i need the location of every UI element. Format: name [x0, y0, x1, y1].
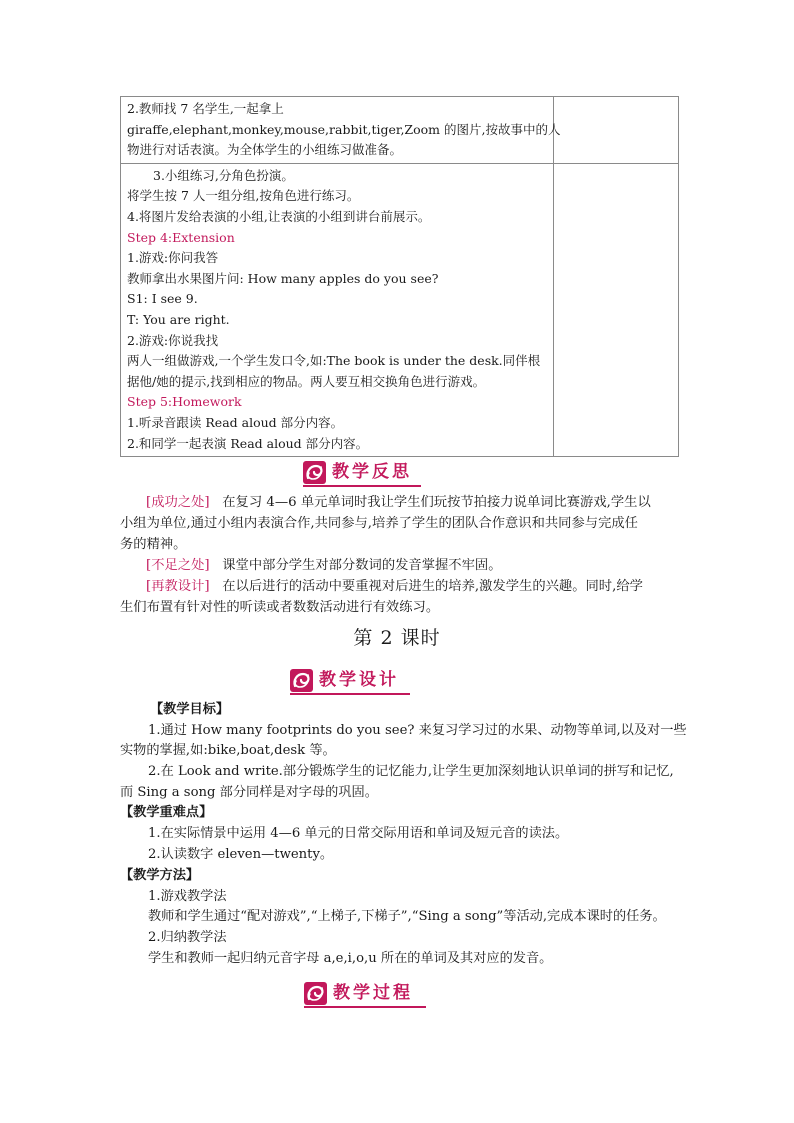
- method-line: 1.游戏教学法: [148, 889, 227, 904]
- deficiency-tag: [不足之处]: [146, 558, 210, 573]
- table-row: [121, 97, 679, 164]
- swirl-logo-icon: [303, 461, 326, 484]
- paragraph-text: 在复习 4—6 单元单词时我让学生们玩按节拍接力说单词比赛游戏,学生以: [222, 495, 651, 510]
- design-banner: [290, 669, 410, 693]
- method-line: 教师和学生通过“配对游戏”,“上梯子,下梯子”,“Sing a song”等活动,完成本课时的任务。: [148, 909, 666, 924]
- table-line: 4.将图片发给表演的小组,让表演的小组到讲台前展示。: [127, 208, 431, 224]
- process-banner: [304, 982, 426, 1006]
- deficiency-paragraph: [120, 555, 680, 576]
- paragraph-text: 小组为单位,通过小组内表演合作,共同参与,培养了学生的团队合作意识和共同参与完成任: [120, 516, 638, 531]
- banner-underline: [303, 485, 421, 487]
- redesign-tag: [再教设计]: [146, 579, 210, 594]
- lesson-plan-table: [120, 96, 679, 457]
- table-line: 物进行对话表演。为全体学生的小组练习做准备。: [127, 142, 403, 158]
- success-tag: [成功之处]: [146, 495, 210, 510]
- table-line: 将学生按 7 人一组分组,按角色进行练习。: [127, 188, 360, 204]
- table-line: 3.小组练习,分角色扮演。: [153, 167, 294, 183]
- table-line: 2.游戏:你说我找: [127, 332, 219, 348]
- method-line: 2.归纳教学法: [148, 930, 227, 945]
- step-heading: Step 4:Extension: [127, 229, 235, 245]
- goal-line: 而 Sing a song 部分同样是对字母的巩固。: [120, 785, 378, 800]
- table-cell-notes: [554, 97, 679, 164]
- design-title: 教学设计: [319, 670, 399, 690]
- table-line: 1.听录音跟读 Read aloud 部分内容。: [127, 414, 344, 430]
- table-line: 2.教师找 7 名学生,一起拿上: [127, 101, 284, 116]
- table-cell-procedure: [121, 97, 561, 164]
- paragraph-text: 课堂中部分学生对部分数词的发音掌握不牢固。: [222, 558, 502, 573]
- table-line: T: You are right.: [127, 311, 230, 327]
- table-line: 1.游戏:你问我答: [127, 250, 219, 266]
- key-point-line: 1.在实际情景中运用 4—6 单元的日常交际用语和单词及短元音的读法。: [148, 826, 569, 841]
- table-cell-notes: [554, 163, 679, 456]
- redesign-paragraph: [120, 576, 680, 618]
- paragraph-text: 务的精神。: [120, 537, 187, 552]
- goal-line: 1.通过 How many footprints do you see? 来复习学习过的水果、动物等单词,以及对一些: [148, 723, 687, 738]
- method-line: 学生和教师一起归纳元音字母 a,e,i,o,u 所在的单词及其对应的发音。: [148, 951, 553, 966]
- process-title: 教学过程: [333, 983, 413, 1003]
- banner-underline: [304, 1006, 426, 1008]
- goal-line: 实物的掌握,如:bike,boat,desk 等。: [120, 743, 336, 758]
- table-cell-procedure: [121, 163, 554, 456]
- table-line: giraffe,elephant,monkey,mouse,rabbit,tiger,Zoom 的图片,按故事中的人: [127, 121, 561, 137]
- step-heading: Step 5:Homework: [127, 394, 242, 410]
- key-point-line: 2.认读数字 eleven—twenty。: [148, 847, 334, 862]
- banner-underline: [290, 693, 410, 695]
- table-line: 两人一组做游戏,一个学生发口令,如:The book is under the desk.同伴根: [127, 353, 541, 369]
- paragraph-text: 在以后进行的活动中要重视对后进生的培养,激发学生的兴趣。同时,给学: [222, 579, 643, 594]
- table-row: [121, 163, 679, 456]
- swirl-logo-icon: [290, 669, 313, 692]
- paragraph-text: 生们布置有针对性的听读或者数数活动进行有效练习。: [120, 600, 440, 615]
- reflection-title: 教学反思: [332, 462, 412, 482]
- goal-line: 2.在 Look and write.部分锻炼学生的记忆能力,让学生更加深刻地认识单词的拼写和记忆,: [148, 764, 674, 779]
- lesson-heading: 第 2 课时: [353, 627, 441, 649]
- goals-heading: 【教学目标】: [150, 702, 230, 717]
- swirl-logo-icon: [304, 982, 327, 1005]
- methods-heading: 【教学方法】: [120, 868, 200, 883]
- reflection-banner: [303, 461, 421, 485]
- success-paragraph: [120, 492, 680, 555]
- table-line: 教师拿出水果图片问: How many apples do you see?: [127, 270, 439, 286]
- table-line: S1: I see 9.: [127, 291, 198, 307]
- key-points-heading: 【教学重难点】: [120, 805, 213, 820]
- table-line: 据他/她的提示,找到相应的物品。两人要互相交换角色进行游戏。: [127, 373, 486, 389]
- table-line: 2.和同学一起表演 Read aloud 部分内容。: [127, 435, 369, 451]
